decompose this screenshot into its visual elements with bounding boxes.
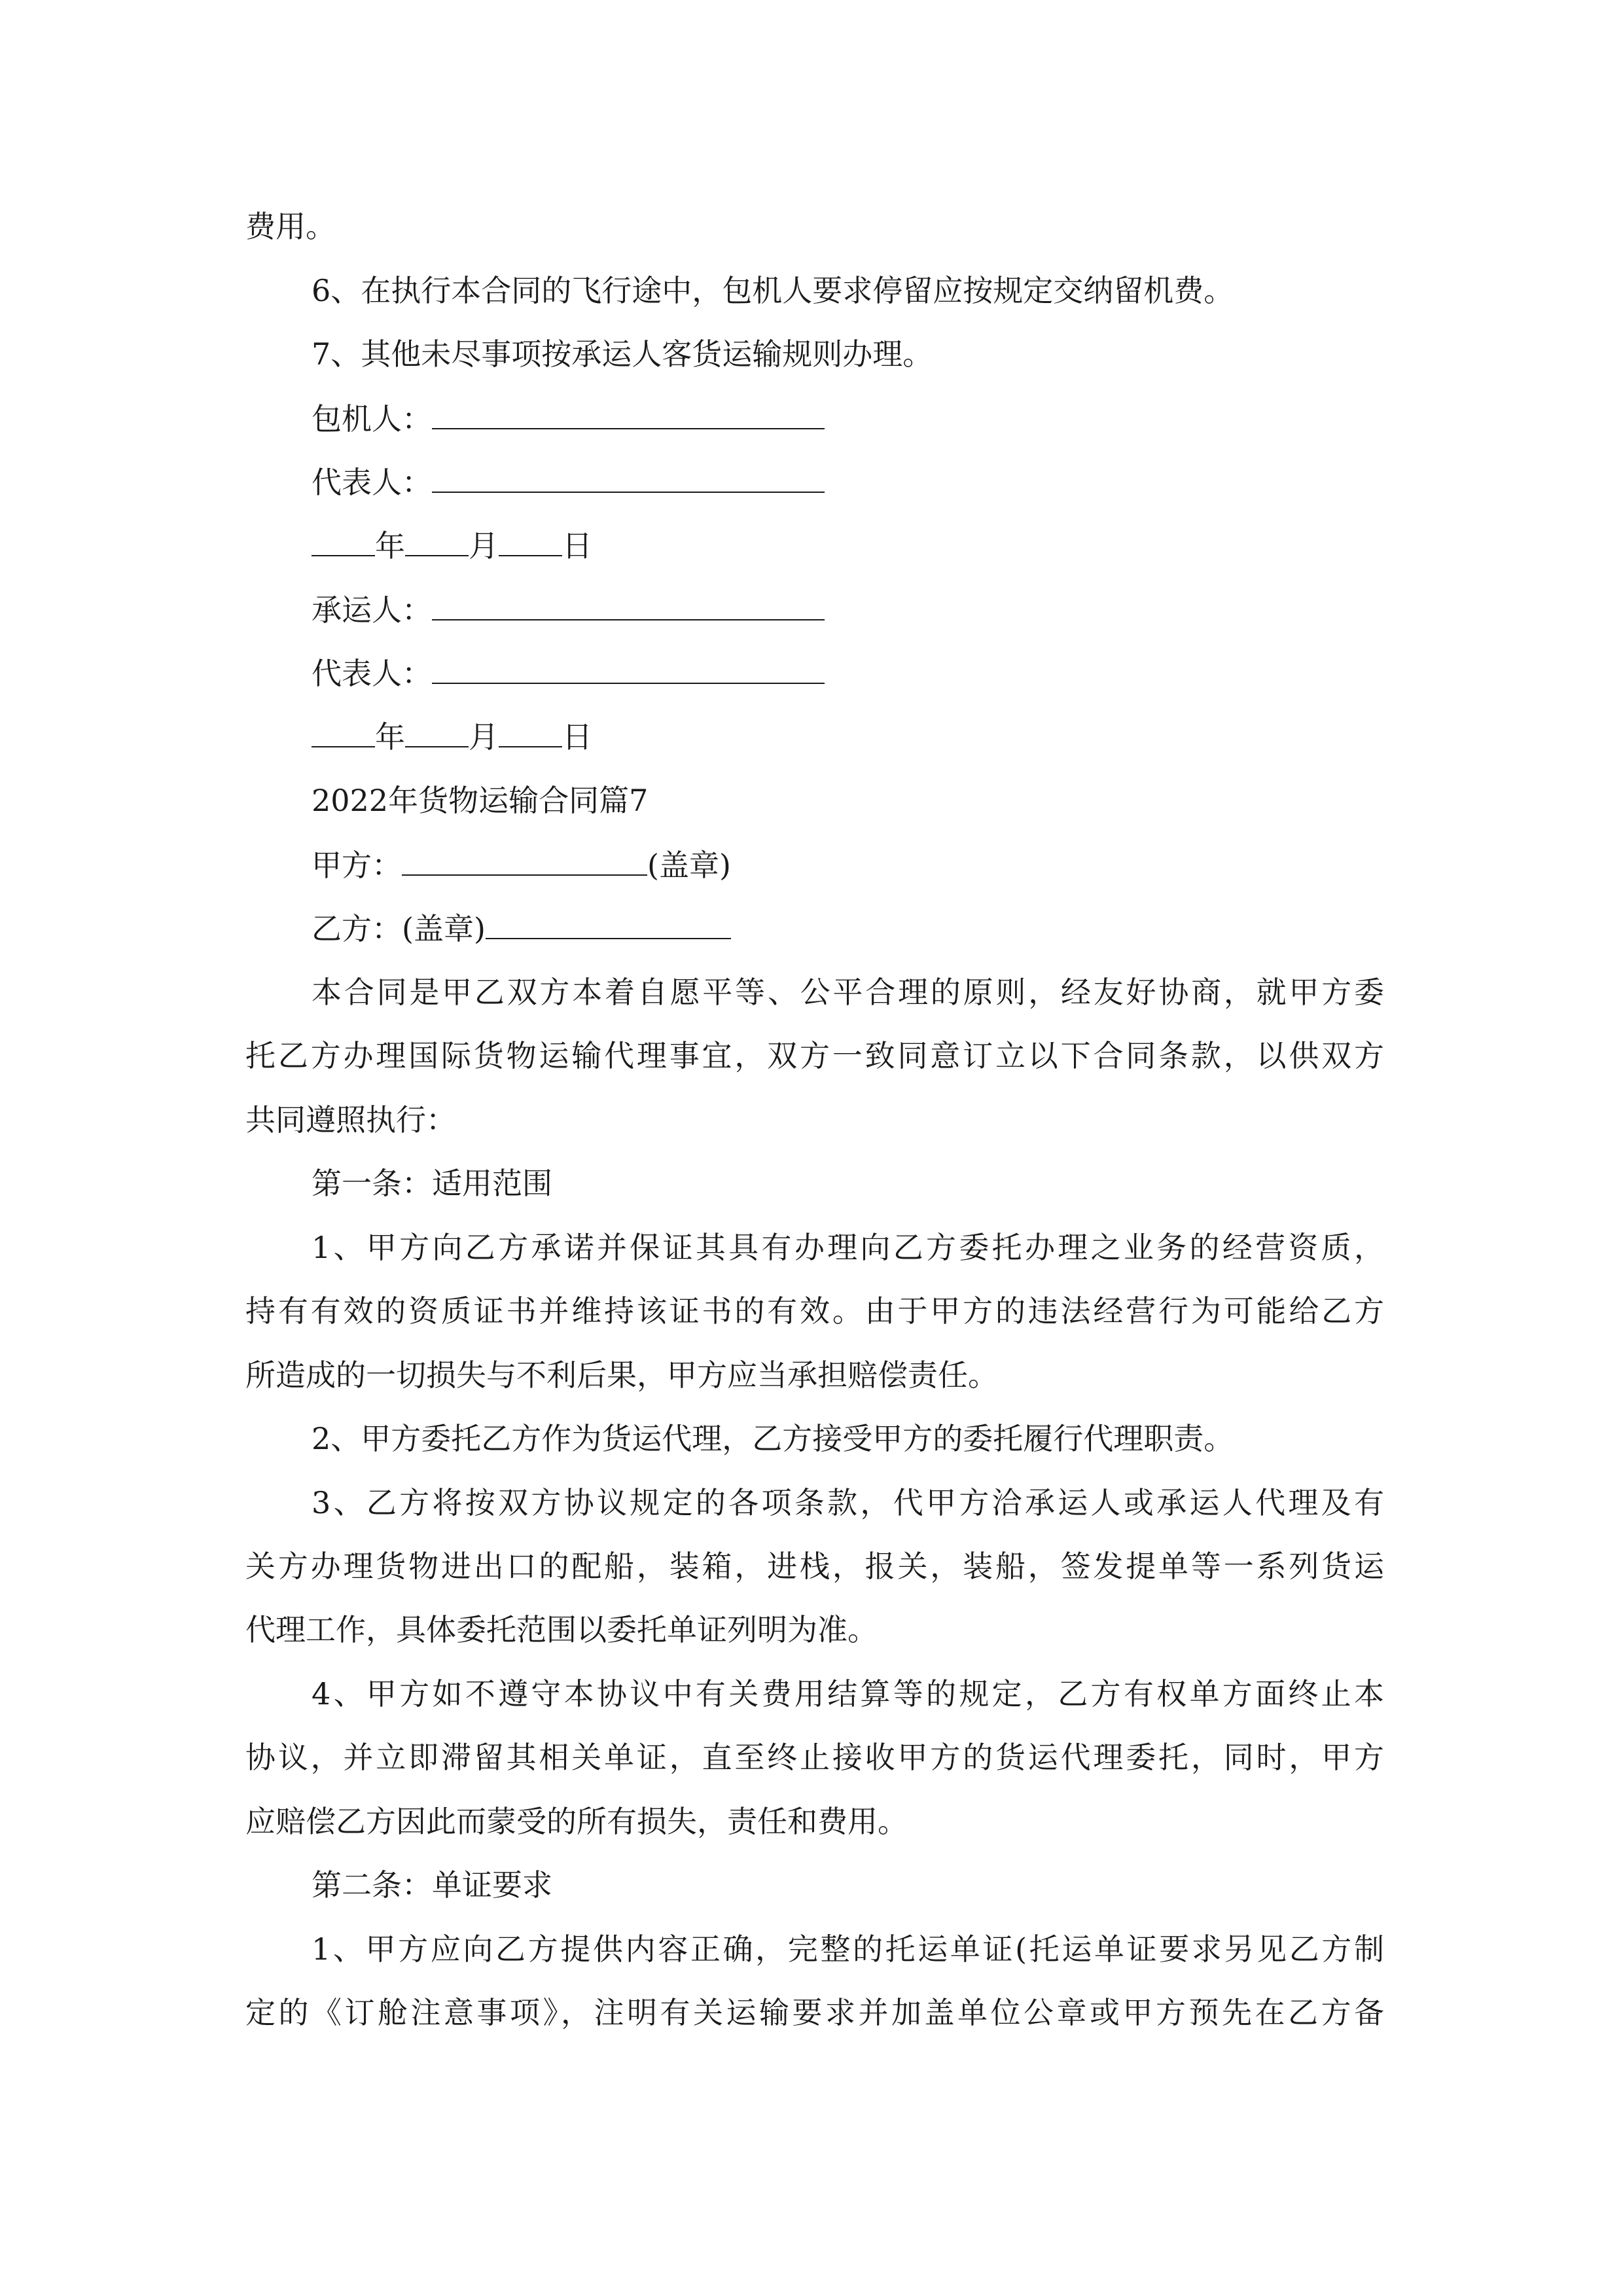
blank-underline: [312, 716, 375, 747]
blank-underline: [432, 589, 825, 620]
signature-line-carrier: [312, 589, 1384, 630]
article-heading: 第一条：适用范围: [312, 1166, 552, 1201]
date-year-label: 年: [375, 528, 405, 564]
blank-underline: [432, 653, 825, 684]
paragraph-line: 应赔偿乙方因此而蒙受的所有损失，责任和费用。: [245, 1804, 908, 1839]
blank-underline: [405, 716, 469, 747]
paragraph-line: 1、甲方应向乙方提供内容正确，完整的托运单证(托运单证要求另见乙方制: [312, 1931, 1384, 1967]
field-label: 代表人：: [312, 465, 432, 500]
paragraph-line: 1、甲方向乙方承诺并保证其具有办理向乙方委托办理之业务的经营资质，: [312, 1230, 1384, 1265]
paragraph-line: 关方办理货物进出口的配船，装箱，进栈，报关，装船，签发提单等一系列货运: [245, 1549, 1384, 1584]
blank-underline: [432, 461, 825, 493]
paragraph-line: 4、甲方如不遵守本协议中有关费用结算等的规定，乙方有权单方面终止本: [312, 1676, 1384, 1712]
signature-line-representative: [312, 461, 1384, 502]
date-line: [312, 525, 1384, 565]
field-label: 乙方：(盖章): [312, 911, 486, 946]
signature-line-charterer: [312, 398, 1384, 439]
date-day-label: 日: [562, 528, 592, 564]
paragraph-line: 协议，并立即滞留其相关单证，直至终止接收甲方的货运代理委托，同时，甲方: [245, 1740, 1384, 1775]
date-month-label: 月: [469, 719, 499, 755]
field-label: 承运人：: [312, 592, 432, 628]
article-heading: 第二条：单证要求: [312, 1867, 552, 1903]
date-month-label: 月: [469, 528, 499, 564]
party-b-line: [312, 908, 1384, 948]
seal-label: (盖章): [647, 848, 731, 883]
date-line: [312, 716, 1384, 757]
text-line: 费用。: [245, 209, 336, 244]
paragraph-line: 共同遵照执行：: [245, 1102, 456, 1138]
signature-line-representative: [312, 653, 1384, 693]
paragraph-line: 托乙方办理国际货物运输代理事宜，双方一致同意订立以下合同条款，以供双方: [245, 1038, 1384, 1073]
blank-underline: [402, 844, 647, 876]
field-label: 代表人：: [312, 656, 432, 691]
paragraph-line: 定的《订舱注意事项》，注明有关运输要求并加盖单位公章或甲方预先在乙方备: [245, 1995, 1384, 2030]
paragraph-line: 所造成的一切损失与不利后果，甲方应当承担赔偿责任。: [245, 1357, 998, 1393]
paragraph-line: 本合同是甲乙双方本着自愿平等、公平合理的原则，经友好协商，就甲方委: [312, 975, 1384, 1010]
date-day-label: 日: [562, 719, 592, 755]
paragraph-line: 3、乙方将按双方协议规定的各项条款，代甲方洽承运人或承运人代理及有: [312, 1485, 1384, 1520]
field-label: 包机人：: [312, 401, 432, 437]
blank-underline: [312, 525, 375, 556]
blank-underline: [405, 525, 469, 556]
blank-underline: [499, 525, 562, 556]
blank-underline: [432, 398, 825, 429]
text-line: 7、其他未尽事项按承运人客货运输规则办理。: [312, 336, 933, 372]
text-line: 6、在执行本合同的飞行途中，包机人要求停留应按规定交纳留机费。: [312, 273, 1234, 308]
paragraph-line: 2、甲方委托乙方作为货运代理，乙方接受甲方的委托履行代理职责。: [312, 1421, 1234, 1456]
paragraph-line: 持有有效的资质证书并维持该证书的有效。由于甲方的违法经营行为可能给乙方: [245, 1293, 1384, 1329]
party-a-line: [312, 844, 1384, 885]
paragraph-line: 代理工作，具体委托范围以委托单证列明为准。: [245, 1612, 878, 1647]
date-year-label: 年: [375, 719, 405, 755]
blank-underline: [486, 908, 731, 939]
field-label: 甲方：: [312, 848, 402, 883]
blank-underline: [499, 716, 562, 747]
section-title: 2022年货物运输合同篇7: [312, 783, 649, 818]
